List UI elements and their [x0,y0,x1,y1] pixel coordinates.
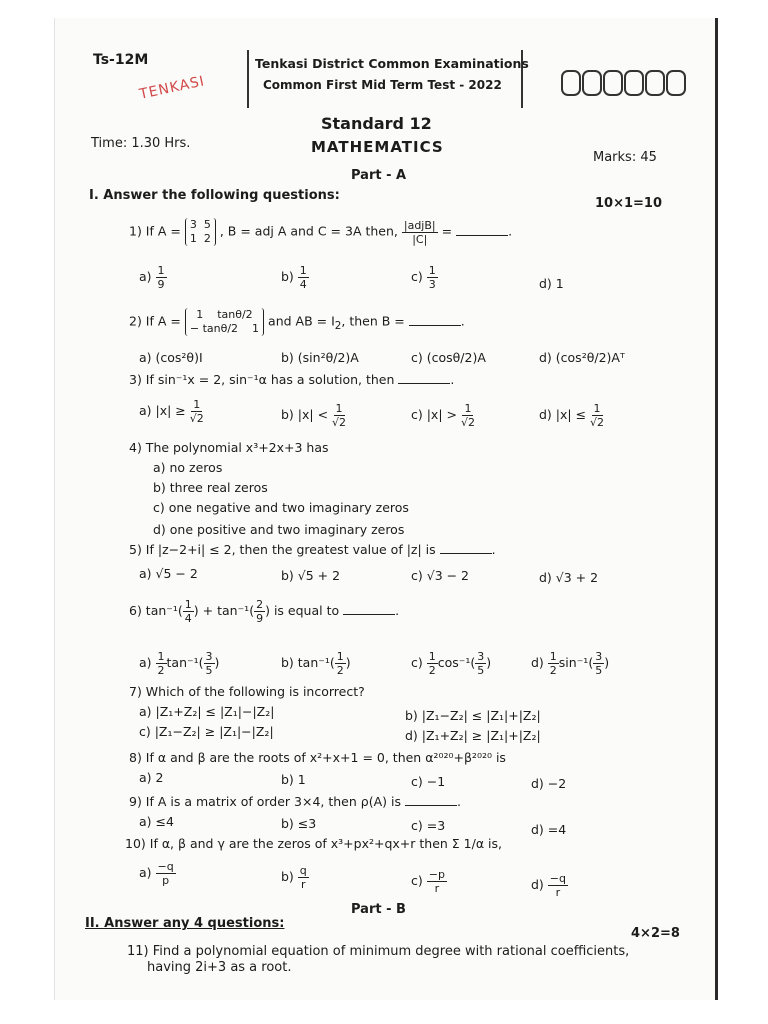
q6-option-a: a) $\frac{1}{2}$ tan⁻¹( $\frac{3}{5}$ ) [139,650,220,677]
question-11: 11) Find a polynomial equation of minimum degree with rational coefficients, [127,944,630,959]
question-8: 8) If α and β are the roots of x²+x+1 = 0, then α²⁰²⁰+β²⁰²⁰ is [129,750,506,765]
q2-option-a: a) (cos²θ)I [139,350,203,365]
q8-option-c: c) −1 [411,774,446,789]
q8-option-b: b) 1 [281,772,306,787]
q6-option-b: b) tan⁻¹( $\frac{1}{2}$ ) [281,650,351,677]
matrix-a1: 3 5 1 2 [185,218,216,246]
matrix-a2: 1 tanθ/2 − tanθ/2 1 [185,308,264,336]
subject-label: MATHEMATICS [311,138,444,156]
q3-option-b: b) |x| < $\frac{1}{√2}$ [281,402,347,429]
question-4: 4) The polynomial x³+2x+3 has [129,440,329,455]
part-b-heading: Part - B [351,902,406,917]
q4-option-c: c) one negative and two imaginary zeros [153,500,409,515]
paper-code: Ts-12M [93,52,149,68]
q3-option-a: a) |x| ≥ $\frac{1}{√2}$ [139,398,204,425]
q10-option-a: a) $\frac{-q}{p}$ [139,860,174,887]
question-6: 6) tan⁻¹( $\frac{1}{4}$ ) + tan⁻¹( $\frac{2}{9}$ ) is equal to . [129,598,400,625]
register-number-boxes [561,70,687,96]
question-2: 2) If A = 1 tanθ/2 − tanθ/2 1 and AB = $I_2$, then B = . [129,308,465,335]
q6-option-c: c) $\frac{1}{2}$ cos⁻¹( $\frac{3}{5}$ ) [411,650,492,677]
q5-option-a: a) √5 − 2 [139,566,198,581]
district-stamp: TENKASI [138,73,207,103]
q1-option-d: d) 1 [539,276,564,291]
q10-option-c: c) $\frac{-p}{r}$ [411,868,445,895]
q2-option-b: b) (sin²θ/2)A [281,350,359,365]
exam-name: Common First Mid Term Test - 2022 [263,78,502,92]
q1-option-c: c) $\frac{1}{3}$ [411,264,436,291]
section-1-heading: I. Answer the following questions: [89,188,340,203]
q4-option-d: d) one positive and two imaginary zeros [153,522,405,537]
section-2-heading: II. Answer any 4 questions: [85,916,285,931]
question-10: 10) If α, β and γ are the zeros of x³+px²+qx+r then Σ 1/α is, [125,836,502,851]
marks-label: Marks: 45 [593,150,657,165]
q7-option-c: c) |Z₁−Z₂| ≥ |Z₁|−|Z₂| [139,724,274,739]
question-9: 9) If A is a matrix of order 3×4, then ρ(A) is . [129,794,461,809]
q7-option-b: b) |Z₁−Z₂| ≤ |Z₁|+|Z₂| [405,708,541,723]
q5-option-b: b) √5 + 2 [281,568,341,583]
q7-option-a: a) |Z₁+Z₂| ≤ |Z₁|−|Z₂| [139,704,275,719]
q7-option-d: d) |Z₁+Z₂| ≥ |Z₁|+|Z₂| [405,728,541,743]
q9-option-c: c) =3 [411,818,446,833]
question-11-continued: having 2i+3 as a root. [147,960,292,975]
q1-option-b: b) $\frac{1}{4}$ [281,264,307,291]
section-1-score: 10×1=10 [595,196,663,211]
q10-option-d: d) $\frac{-q}{r}$ [531,872,566,899]
question-5: 5) If |z−2+i| ≤ 2, then the greatest value of |z| is . [129,542,496,557]
exam-paper [54,18,718,1000]
q4-option-b: b) three real zeros [153,480,268,495]
part-a-heading: Part - A [351,168,407,183]
q4-option-a: a) no zeros [153,460,223,475]
question-1: 1) If A = 3 5 1 2 , B = adj A and C = 3A then, $\frac{\text{|adjB|}}{|C|}$ = . [129,218,513,246]
q3-option-d: d) |x| ≤ $\frac{1}{√2}$ [539,402,605,429]
q2-option-c: c) (cosθ/2)A [411,350,486,365]
q5-option-d: d) √3 + 2 [539,570,599,585]
time-label: Time: 1.30 Hrs. [91,136,191,151]
q10-option-b: b) $\frac{q}{r}$ [281,864,307,891]
q5-option-c: c) √3 − 2 [411,568,470,583]
q1-option-a: a) $\frac{1}{9}$ [139,264,165,291]
exam-board-title: Tenkasi District Common Examinations [255,56,529,71]
question-3: 3) If sin⁻¹x = 2, sin⁻¹α has a solution, then . [129,372,455,387]
q9-option-a: a) ≤4 [139,814,174,829]
q9-option-d: d) =4 [531,822,567,837]
q6-option-d: d) $\frac{1}{2}$ sin⁻¹( $\frac{3}{5}$ ) [531,650,610,677]
q9-option-b: b) ≤3 [281,816,317,831]
q8-option-a: a) 2 [139,770,164,785]
question-7: 7) Which of the following is incorrect? [129,684,365,699]
section-2-score: 4×2=8 [631,926,680,941]
standard-label: Standard 12 [321,114,432,133]
q8-option-d: d) −2 [531,776,567,791]
q2-option-d: d) (cos²θ/2)Aᵀ [539,350,625,365]
q3-option-c: c) |x| > $\frac{1}{√2}$ [411,402,475,429]
